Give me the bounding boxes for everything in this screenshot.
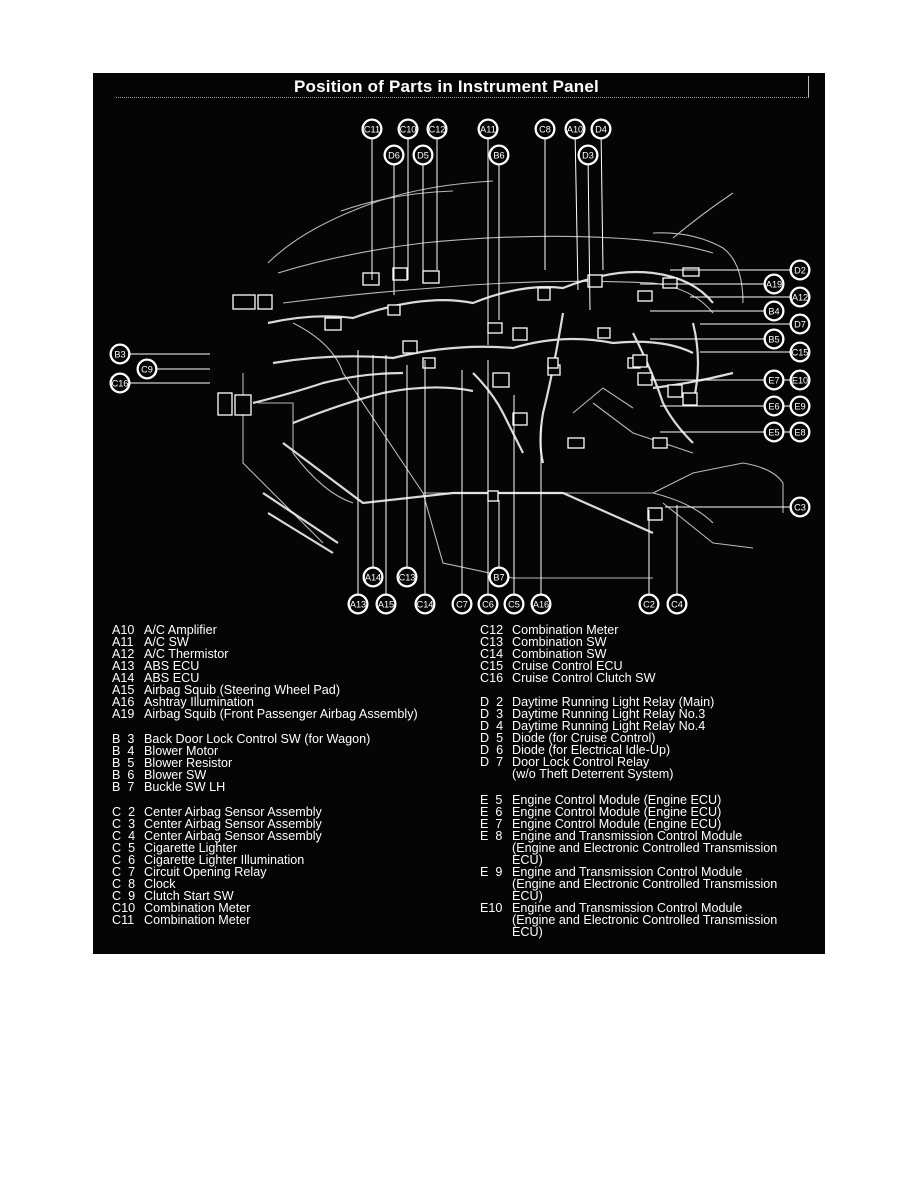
- legend-code: C 8: [112, 877, 136, 891]
- callout-label: B5: [768, 334, 780, 345]
- callout-d3: [578, 145, 598, 165]
- callout-label: C14: [416, 599, 434, 610]
- legend-code: C10: [112, 901, 136, 915]
- callout-label: E10: [791, 375, 809, 386]
- legend-text: Engine and Transmission Control Module: [512, 865, 743, 879]
- legend-code: C 6: [112, 853, 136, 867]
- callout-d4: [591, 119, 611, 139]
- callout-c14: [415, 594, 435, 614]
- legend-code: D 4: [480, 719, 504, 733]
- legend-text: Engine Control Module (Engine ECU): [512, 793, 722, 807]
- legend-text: Cruise Control ECU: [512, 659, 623, 673]
- legend-text: Combination Meter: [512, 623, 619, 637]
- legend-text: Ashtray Illumination: [144, 695, 254, 709]
- legend-text: Center Airbag Sensor Assembly: [144, 817, 322, 831]
- callout-label: C15: [791, 347, 809, 358]
- legend-row: [480, 926, 810, 939]
- callout-e6: [764, 396, 784, 416]
- callout-label: A10: [566, 124, 584, 135]
- callout-c7: [452, 594, 472, 614]
- legend-row: [480, 768, 810, 781]
- legend-code: C14: [480, 647, 504, 661]
- callout-label: A14: [364, 572, 382, 583]
- callout-label: A16: [532, 599, 550, 610]
- callout-d2: [790, 260, 810, 280]
- callout-label: C8: [539, 124, 551, 135]
- legend-text: Daytime Running Light Relay (Main): [512, 695, 715, 709]
- callout-label: B6: [493, 150, 505, 161]
- legend-text: (Engine and Electronic Controlled Transmission: [512, 913, 778, 927]
- callout-b3: [110, 344, 130, 364]
- callout-labels: [110, 119, 810, 614]
- callout-c10: [398, 119, 418, 139]
- callout-c13: [397, 567, 417, 587]
- legend-code: C 9: [112, 889, 136, 903]
- callout-label: D5: [417, 150, 429, 161]
- callout-label: E9: [794, 401, 806, 412]
- callout-label: C13: [398, 572, 416, 583]
- callout-label: C9: [141, 364, 153, 375]
- legend-code: C11: [112, 913, 135, 927]
- legend-text: ECU): [512, 925, 543, 939]
- callout-b7: [489, 567, 509, 587]
- legend-code: E10: [480, 901, 503, 915]
- legend-row: [112, 781, 442, 794]
- callout-label: C5: [508, 599, 520, 610]
- legend-text: Blower Motor: [144, 744, 219, 758]
- legend-text: ECU): [512, 889, 543, 903]
- legend-text: ECU): [512, 853, 543, 867]
- callout-label: C11: [363, 124, 381, 135]
- legend-text: Blower SW: [144, 768, 207, 782]
- callout-c8: [535, 119, 555, 139]
- legend-code: E 6: [480, 805, 503, 819]
- legend-code: D 3: [480, 707, 504, 721]
- callout-label: D3: [582, 150, 594, 161]
- callout-label: D7: [794, 319, 806, 330]
- legend-code: A19: [112, 707, 135, 721]
- legend-code: E 8: [480, 829, 503, 843]
- callout-a12: [790, 287, 810, 307]
- legend-text: Center Airbag Sensor Assembly: [144, 829, 322, 843]
- callout-label: A13: [349, 599, 367, 610]
- callout-label: D6: [388, 150, 400, 161]
- legend-text: Combination SW: [512, 635, 607, 649]
- callout-e5: [764, 422, 784, 442]
- legend-text: Daytime Running Light Relay No.3: [512, 707, 706, 721]
- legend-text: Engine Control Module (Engine ECU): [512, 817, 722, 831]
- callout-c12: [427, 119, 447, 139]
- legend-text: (Engine and Electronic Controlled Transmission: [512, 841, 778, 855]
- legend-text: Diode (for Electrical Idle-Up): [512, 743, 671, 757]
- legend-text: Airbag Squib (Front Passenger Airbag Assembly): [144, 707, 418, 721]
- legend-text: Combination SW: [512, 647, 607, 661]
- legend-code: C 7: [112, 865, 136, 879]
- page-title: Position of Parts in Instrument Panel: [294, 77, 599, 96]
- callout-c5: [504, 594, 524, 614]
- callout-c2: [639, 594, 659, 614]
- legend-code: B 4: [112, 744, 135, 758]
- legend-code: D 6: [480, 743, 504, 757]
- legend-text: Door Lock Control Relay: [512, 755, 650, 769]
- callout-e10: [790, 370, 810, 390]
- callout-e8: [790, 422, 810, 442]
- legend-text: Cigarette Lighter Illumination: [144, 853, 305, 867]
- callout-label: E5: [768, 427, 780, 438]
- callout-c16: [110, 373, 130, 393]
- legend-row: [112, 914, 442, 927]
- legend-text: Daytime Running Light Relay No.4: [512, 719, 706, 733]
- callout-label: E7: [768, 375, 780, 386]
- legend-text: A/C Amplifier: [144, 623, 217, 637]
- callout-a19: [764, 274, 784, 294]
- callout-label: C4: [671, 599, 683, 610]
- legend-text: A/C Thermistor: [144, 647, 229, 661]
- legend-code: C12: [480, 623, 504, 637]
- legend-code: B 6: [112, 768, 135, 782]
- callout-e9: [790, 396, 810, 416]
- legend-text: Blower Resistor: [144, 756, 233, 770]
- callout-c15: [790, 342, 810, 362]
- callout-a14: [363, 567, 383, 587]
- legend-code: C16: [480, 671, 504, 685]
- legend-text: Circuit Opening Relay: [144, 865, 267, 879]
- callout-label: B3: [114, 349, 126, 360]
- callout-b5: [764, 329, 784, 349]
- legend-code: D 7: [480, 755, 504, 769]
- legend-code: A11: [112, 635, 134, 649]
- callout-label: A19: [765, 279, 783, 290]
- callout-label: A11: [480, 124, 496, 135]
- callout-b4: [764, 301, 784, 321]
- callout-label: C12: [428, 124, 446, 135]
- callout-c3: [790, 497, 810, 517]
- legend-row: [480, 672, 810, 685]
- legend-text: (w/o Theft Deterrent System): [512, 767, 674, 781]
- callout-b6: [489, 145, 509, 165]
- legend-text: (Engine and Electronic Controlled Transmission: [512, 877, 778, 891]
- callout-d5: [413, 145, 433, 165]
- callout-label: A15: [377, 599, 395, 610]
- callout-label: A12: [791, 292, 809, 303]
- legend-code: B 3: [112, 732, 135, 746]
- legend-code: B 5: [112, 756, 135, 770]
- callout-label: C10: [399, 124, 417, 135]
- callout-label: C16: [111, 378, 129, 389]
- legend-code: D 2: [480, 695, 504, 709]
- legend-code: D 5: [480, 731, 504, 745]
- callout-a15: [376, 594, 396, 614]
- callout-label: B4: [768, 306, 780, 317]
- legend-text: ABS ECU: [144, 659, 200, 673]
- legend-code: C 2: [112, 805, 136, 819]
- leader-line-d4: [601, 129, 603, 270]
- callout-label: C3: [794, 502, 806, 513]
- legend-text: Diode (for Cruise Control): [512, 731, 656, 745]
- legend-text: Cruise Control Clutch SW: [512, 671, 656, 685]
- legend-code: A12: [112, 647, 135, 661]
- legend-text: Clock: [144, 877, 176, 891]
- callout-e7: [764, 370, 784, 390]
- callout-label: C7: [456, 599, 468, 610]
- legend-text: Buckle SW LH: [144, 780, 226, 794]
- legend-text: Combination Meter: [144, 901, 251, 915]
- callout-a16: [531, 594, 551, 614]
- legend-text: Cigarette Lighter: [144, 841, 238, 855]
- callout-c4: [667, 594, 687, 614]
- legend-code: C 3: [112, 817, 136, 831]
- callout-label: C2: [643, 599, 655, 610]
- callout-a10: [565, 119, 585, 139]
- callout-a13: [348, 594, 368, 614]
- callout-c11: [362, 119, 382, 139]
- callout-c6: [478, 594, 498, 614]
- legend-code: C 5: [112, 841, 136, 855]
- callout-d6: [384, 145, 404, 165]
- callout-label: E8: [794, 427, 806, 438]
- legend-code: A14: [112, 671, 135, 685]
- legend-code: A16: [112, 695, 135, 709]
- legend-text: Engine Control Module (Engine ECU): [512, 805, 722, 819]
- legend-row: [112, 708, 442, 721]
- legend-text: Back Door Lock Control SW (for Wagon): [144, 732, 371, 746]
- callout-label: D2: [794, 265, 806, 276]
- legend-text: Center Airbag Sensor Assembly: [144, 805, 322, 819]
- callout-label: E6: [768, 401, 780, 412]
- legend-text: ABS ECU: [144, 671, 200, 685]
- legend-text: Combination Meter: [144, 913, 251, 927]
- legend-code: A13: [112, 659, 135, 673]
- legend-code: C13: [480, 635, 504, 649]
- legend-code: E 5: [480, 793, 503, 807]
- legend-code: A10: [112, 623, 135, 637]
- legend-code: E 9: [480, 865, 503, 879]
- legend-code: B 7: [112, 780, 135, 794]
- callout-label: D4: [595, 124, 607, 135]
- legend-text: Engine and Transmission Control Module: [512, 901, 743, 915]
- legend-code: C15: [480, 659, 504, 673]
- legend-text: A/C SW: [144, 635, 189, 649]
- legend-text: Engine and Transmission Control Module: [512, 829, 743, 843]
- legend-code: E 7: [480, 817, 503, 831]
- callout-c9: [137, 359, 157, 379]
- legend-text: Airbag Squib (Steering Wheel Pad): [144, 683, 341, 697]
- callout-a11: [478, 119, 498, 139]
- callout-label: B7: [493, 572, 505, 583]
- legend-code: A15: [112, 683, 135, 697]
- legend-text: Clutch Start SW: [144, 889, 234, 903]
- leader-line-a10: [575, 129, 578, 290]
- callout-d7: [790, 314, 810, 334]
- callout-label: C6: [482, 599, 494, 610]
- legend-code: C 4: [112, 829, 136, 843]
